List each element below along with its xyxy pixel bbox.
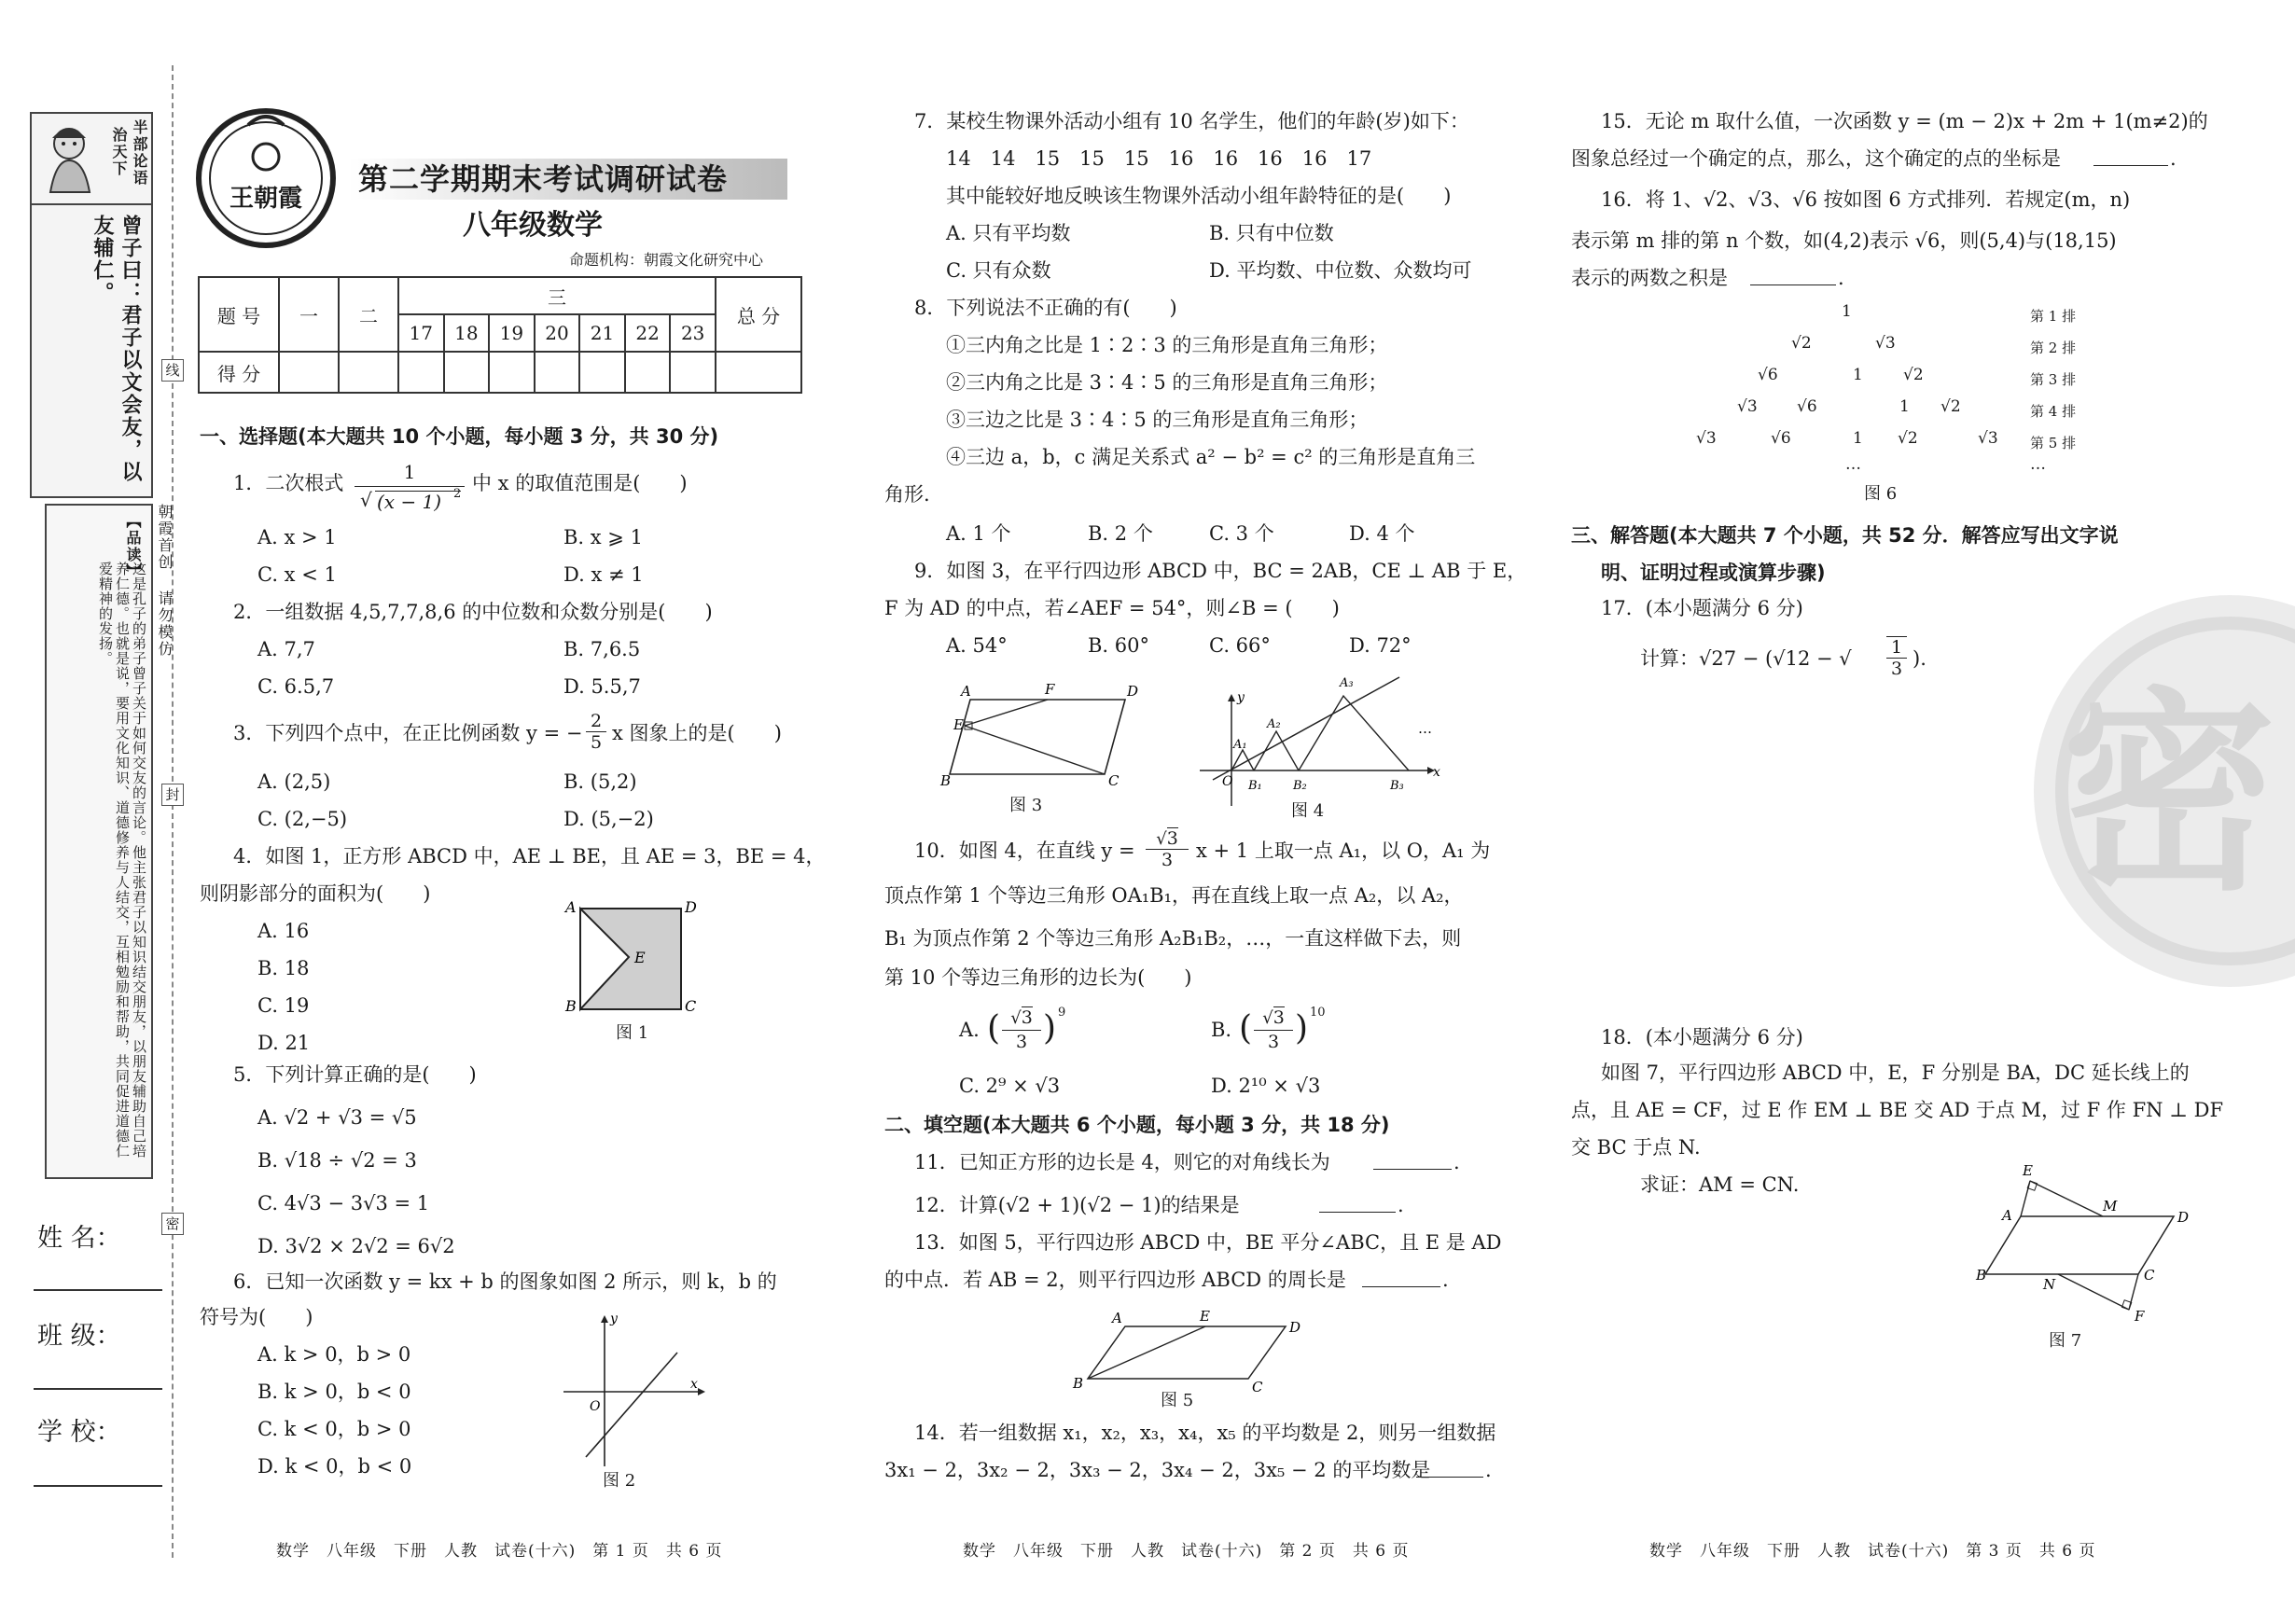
reading-text: 这是孔子的弟子曾子关于如何交友的言论。他主张君子以知识结交朋友，以朋友辅助自己培养仁德。也就是说，要用文化知识、道德修养与人结交，互相勉励和帮助，共同促进道德仁爱精神的发扬。 (97, 562, 147, 1159)
q14-answer-blank[interactable] (1416, 1477, 1483, 1478)
q12-answer-blank[interactable] (1319, 1212, 1396, 1213)
score-col-2: 二 (339, 277, 398, 352)
svg-text:C: C (1252, 1379, 1263, 1395)
q8-option-b[interactable]: B. 2 个 (1088, 522, 1153, 545)
q18-title: 18．(本小题满分 6 分) (1601, 1026, 1803, 1048)
svg-text:C: C (1108, 772, 1120, 789)
q15-line-1: 15．无论 m 取什么值，一次函数 y = (m − 2)x + 2m + 1(m≠2)的 (1601, 110, 2208, 132)
q12-period: . (1398, 1194, 1404, 1216)
q15-line-2: 图象总经过一个确定的点，那么，这个确定的点的坐标是 (1571, 147, 2061, 170)
svg-text:x: x (690, 1377, 698, 1392)
score-total: 总 分 (716, 277, 801, 352)
svg-text:B₃: B₃ (1390, 779, 1404, 793)
cartoon-sage-icon (37, 119, 103, 194)
q4-option-d[interactable]: D. 21 (257, 1032, 311, 1054)
svg-text:B: B (940, 772, 952, 789)
q10-option-c[interactable]: C. 2⁹ × √3 (959, 1075, 1061, 1097)
section-3-title-2: 明、证明过程或演算步骤) (1601, 562, 1826, 584)
q10-slope-fraction: √3 3 (1146, 828, 1189, 879)
badge-right: 半部论语 (131, 119, 148, 187)
q3-option-d[interactable]: D. (5,−2) (563, 808, 654, 830)
q2-option-b[interactable]: B. 7,6.5 (563, 638, 641, 660)
score-cell[interactable] (579, 352, 625, 393)
binding-line (172, 65, 174, 1558)
svg-text:D: D (2177, 1209, 2190, 1226)
svg-text:C: C (685, 997, 697, 1015)
footer-page-1: 数学 八年级 下册 人教 试卷(十六) 第 1 页 共 6 页 (276, 1542, 723, 1561)
q18-line-1: 如图 7，平行四边形 ABCD 中，E，F 分别是 BA，DC 延长线上的 (1601, 1062, 2190, 1084)
q9-option-b[interactable]: B. 60° (1088, 634, 1150, 657)
svg-text:B₂: B₂ (1293, 779, 1307, 793)
q7-line-3: 其中能较好地反映该生物课外活动小组年龄特征的是( ) (946, 185, 1452, 207)
svg-text:N: N (2043, 1276, 2056, 1293)
svg-text:A: A (2002, 1207, 2012, 1224)
q5-option-b[interactable]: B. √18 ÷ √2 = 3 (257, 1149, 417, 1172)
q10-option-a-label[interactable]: A. (959, 1019, 980, 1041)
q2-stem: 2．一组数据 4,5,7,7,8,6 的中位数和众数分别是( ) (233, 601, 713, 623)
figure-7-parallelogram (1978, 1155, 2202, 1323)
figure-5-caption: 图 5 (1161, 1391, 1194, 1410)
svg-text:…: … (1418, 720, 1432, 737)
score-sub-23: 23 (670, 314, 716, 352)
q10-line-3: B₁ 为顶点作第 2 个等边三角形 A₂B₁B₂，…，一直这样做下去，则 (884, 927, 1462, 950)
svg-text:F: F (2135, 1308, 2145, 1325)
figure-2-caption: 图 2 (603, 1471, 636, 1491)
score-sub-21: 21 (579, 314, 625, 352)
q3-fraction: 2 5 (586, 711, 606, 761)
score-sub-19: 19 (489, 314, 535, 352)
binding-mark-1: 线 (161, 359, 184, 382)
q5-option-c[interactable]: C. 4√3 − 3√3 = 1 (257, 1192, 430, 1215)
row-label-1: 第 1 排 (2030, 308, 2077, 325)
q10-line-4: 第 10 个等边三角形的边长为( ) (884, 966, 1192, 989)
svg-text:E: E (953, 716, 964, 733)
q3-stem-b: x 图象上的是( ) (612, 722, 782, 744)
q11-period: . (1454, 1151, 1460, 1173)
q6-option-c[interactable]: C. k < 0，b > 0 (257, 1418, 411, 1440)
badge-left: 治天下 (110, 127, 128, 177)
q1-stem-a: 1．二次根式 (233, 472, 344, 494)
score-cell[interactable] (716, 352, 801, 393)
q18-prove: 求证：AM = CN. (1640, 1173, 1800, 1196)
sidebar-quote: 曾子曰：君子以文会友，以友辅仁。 (32, 203, 151, 494)
score-sub-22: 22 (625, 314, 671, 352)
figure-2-graph (558, 1310, 707, 1468)
origin-note: 朝霞首创 请勿模仿 (156, 504, 174, 658)
figure-4-caption: 图 4 (1291, 801, 1325, 821)
q9-line-2: F 为 AD 的中点，若∠AEF = 54°，则∠B = ( ) (884, 597, 1340, 619)
school-field-label: 学 校： (37, 1418, 121, 1447)
q10-option-d[interactable]: D. 2¹⁰ × √3 (1211, 1075, 1321, 1097)
q15-period: . (2170, 147, 2177, 170)
score-cell[interactable] (489, 352, 535, 393)
q16-line-3: 表示的两数之积是 (1571, 267, 1728, 289)
q1-stem-b: 中 x 的取值范围是( ) (472, 472, 688, 494)
q10-line-2: 顶点作第 1 个等边三角形 OA₁B₁，再在直线上取一点 A₂，以 A₂， (884, 884, 1464, 907)
q7-option-c[interactable]: C. 只有众数 (946, 259, 1051, 282)
q8-option-c[interactable]: C. 3 个 (1209, 522, 1274, 545)
q1-option-c[interactable]: C. x < 1 (257, 563, 337, 586)
figure-1-caption: 图 1 (616, 1023, 649, 1043)
score-sub-18: 18 (444, 314, 490, 352)
brand-logo (192, 104, 340, 252)
q10-line-1a: 10．如图 4，在直线 y = (914, 840, 1135, 862)
class-field-label: 班 级： (37, 1322, 121, 1351)
q5-option-d[interactable]: D. 3√2 × 2√2 = 6√2 (257, 1235, 455, 1257)
q4-line-1: 4．如图 1，正方形 ABCD 中，AE ⊥ BE，且 AE = 3，BE = 4， (233, 845, 826, 868)
score-sub-20: 20 (535, 314, 580, 352)
svg-text:y: y (1237, 690, 1245, 705)
q6-line-2: 符号为( ) (200, 1306, 313, 1328)
figure-5-parallelogram (1065, 1306, 1317, 1399)
svg-text:M: M (2103, 1198, 2118, 1215)
score-cell[interactable] (625, 352, 671, 393)
svg-text:A: A (961, 683, 971, 700)
binding-mark-3: 密 (161, 1213, 184, 1235)
logo-text: 王朝霞 (229, 185, 302, 213)
footer-page-2: 数学 八年级 下册 人教 试卷(十六) 第 2 页 共 6 页 (963, 1542, 1410, 1561)
q6-option-b[interactable]: B. k > 0，b < 0 (257, 1381, 411, 1403)
q2-option-c[interactable]: C. 6.5,7 (257, 675, 335, 698)
score-col-3: 三 (398, 277, 716, 314)
q15-answer-blank[interactable] (2093, 165, 2168, 166)
q3-option-a[interactable]: A. (2,5) (257, 770, 331, 793)
section-2-title: 二、填空题(本大题共 6 个小题，每小题 3 分，共 18 分) (884, 1114, 1390, 1136)
q10-option-b-frac: ( √3 3 ) 10 (1239, 1006, 1326, 1052)
q8-item-1: ①三内角之比是 1∶2∶3 的三角形是直角三角形； (946, 334, 1388, 356)
q5-option-a[interactable]: A. √2 + √3 = √5 (257, 1106, 417, 1129)
q8-item-4-cont: 角形. (884, 483, 930, 506)
score-col-1: 一 (279, 277, 339, 352)
name-field-label: 姓 名： (37, 1224, 121, 1253)
q13-line-1: 13．如图 5，平行四边形 ABCD 中，BE 平分∠ABC，且 E 是 AD (914, 1231, 1502, 1254)
score-cell[interactable] (535, 352, 580, 393)
svg-text:E: E (2023, 1162, 2033, 1179)
q16-period: . (1838, 267, 1844, 289)
figure-3-caption: 图 3 (1009, 796, 1043, 815)
svg-text:A: A (565, 898, 577, 916)
sidebar-reading-box (45, 504, 153, 1179)
q10-option-a-frac: ( √3 3 ) 9 (987, 1006, 1066, 1052)
q2-option-d[interactable]: D. 5.5,7 (563, 675, 641, 698)
q13-line-2: 的中点．若 AB = 2，则平行四边形 ABCD 的周长是 (884, 1269, 1346, 1291)
row-label-5: 第 5 排 (2030, 435, 2077, 451)
q10-option-b-label[interactable]: B. (1211, 1019, 1232, 1041)
svg-text:B₁: B₁ (1248, 779, 1262, 793)
score-header-label: 题 号 (199, 277, 279, 352)
school-field-line[interactable] (34, 1485, 162, 1487)
q4-option-a[interactable]: A. 16 (257, 920, 310, 942)
q8-item-3: ③三边之比是 3∶4∶5 的三角形是直角三角形； (946, 409, 1369, 431)
score-cell[interactable] (279, 352, 339, 393)
q14-line-1: 14．若一组数据 x₁，x₂，x₃，x₄，x₅ 的平均数是 2，则另一组数据 (914, 1422, 1496, 1444)
score-cell[interactable] (444, 352, 490, 393)
row-label-2: 第 2 排 (2030, 340, 2077, 356)
q8-option-d[interactable]: D. 4 个 (1349, 522, 1415, 545)
score-row-label: 得 分 (199, 352, 279, 393)
q7-ages: 14 14 15 15 15 16 16 16 16 17 (946, 147, 1372, 170)
q17-tail: ). (1912, 647, 1926, 670)
figure-6-caption: 图 6 (1864, 484, 1898, 504)
q1-option-d[interactable]: D. x ≠ 1 (563, 563, 644, 586)
row-label-3: 第 3 排 (2030, 371, 2077, 388)
svg-text:A: A (1112, 1310, 1122, 1326)
q1-option-b[interactable]: B. x ⩾ 1 (563, 526, 643, 548)
svg-text:E: E (634, 949, 646, 966)
q1-option-a[interactable]: A. x > 1 (257, 526, 337, 548)
q6-line-1: 6．已知一次函数 y = kx + b 的图象如图 2 所示，则 k，b 的 (233, 1270, 777, 1293)
svg-text:O: O (590, 1399, 601, 1414)
page-title: 第二学期期末考试调研试卷 (358, 161, 729, 197)
q16-line-1: 16．将 1、√2、√3、√6 按如图 6 方式排列．若规定(m，n) (1601, 188, 2131, 211)
q4-line-2: 则阴影部分的面积为( ) (200, 882, 431, 905)
figure-6-arrangement: 1 √2 √3 √6 1 √2 √3 √6 1 √2 √3 √6 1 √2 √3 … 第 1 排 第 2 排 第 3 排 第 4 排 第 5 排 … (1696, 302, 2077, 474)
figure-7-caption: 图 7 (2049, 1331, 2082, 1351)
q17-fraction: 1 3 (1886, 636, 1907, 687)
q7-option-a[interactable]: A. 只有平均数 (946, 222, 1071, 244)
q9-option-d[interactable]: D. 72° (1349, 634, 1412, 657)
q4-option-b[interactable]: B. 18 (257, 957, 310, 979)
q3-option-b[interactable]: B. (5,2) (563, 770, 637, 793)
sidebar-quote-box (30, 112, 153, 498)
svg-text:y: y (610, 1312, 618, 1326)
svg-text:A₁: A₁ (1233, 738, 1247, 752)
author-org: 命题机构：朝霞文化研究中心 (569, 251, 764, 269)
q8-item-2: ②三内角之比是 3∶4∶5 的三角形是直角三角形； (946, 371, 1388, 394)
q5-stem: 5．下列计算正确的是( ) (233, 1063, 477, 1086)
q3-option-c[interactable]: C. (2,−5) (257, 808, 348, 830)
q9-line-1: 9．如图 3，在平行四边形 ABCD 中，BC = 2AB，CE ⊥ AB 于 E， (914, 560, 1527, 582)
svg-text:F: F (1045, 681, 1055, 698)
q8-stem: 8．下列说法不正确的有( ) (914, 297, 1177, 319)
section-1-title: 一、选择题(本大题共 10 个小题，每小题 3 分，共 30 分) (200, 425, 719, 448)
svg-text:O: O (1222, 774, 1233, 789)
row-label-4: 第 4 排 (2030, 403, 2077, 420)
q8-option-a[interactable]: A. 1 个 (946, 522, 1011, 545)
q7-option-d[interactable]: D. 平均数、中位数、众数均可 (1209, 259, 1472, 282)
q1-fraction: 1 √ (x − 1) 2 (353, 461, 466, 515)
svg-text:B: B (1073, 1375, 1084, 1392)
svg-text:B: B (1976, 1267, 1987, 1284)
q7-line-1: 7．某校生物课外活动小组有 10 名学生，他们的年龄(岁)如下： (914, 110, 1469, 132)
reading-title: 【品读】 (124, 513, 142, 580)
svg-text:D: D (685, 898, 697, 916)
q3-stem-a: 3．下列四个点中，在正比例函数 y = − (233, 722, 583, 744)
score-cell[interactable] (398, 352, 444, 393)
q14-line-2: 3x₁ − 2，3x₂ − 2，3x₃ − 2，3x₄ − 2，3x₅ − 2 的平均数是 (884, 1459, 1431, 1481)
q7-option-b[interactable]: B. 只有中位数 (1209, 222, 1334, 244)
q9-option-c[interactable]: C. 66° (1209, 634, 1271, 657)
q14-period: . (1485, 1459, 1492, 1481)
q17-calc: 计算：√27 − (√12 − √ (1640, 647, 1852, 670)
q8-item-4: ④三边 a，b，c 满足关系式 a² − b² = c² 的三角形是直角三 (946, 446, 1476, 468)
q4-option-c[interactable]: C. 19 (257, 994, 310, 1017)
q2-option-a[interactable]: A. 7,7 (257, 638, 315, 660)
score-table (198, 276, 802, 394)
q12-text: 12．计算(√2 + 1)(√2 − 1)的结果是 (914, 1194, 1240, 1216)
figure-4-triangles (1194, 668, 1446, 808)
svg-text:C: C (2144, 1267, 2155, 1284)
svg-text:B: B (565, 997, 577, 1015)
q9-option-a[interactable]: A. 54° (946, 634, 1008, 657)
svg-text:A₃: A₃ (1340, 676, 1354, 690)
svg-text:A₂: A₂ (1267, 717, 1281, 731)
binding-mark-2: 封 (161, 784, 184, 806)
q10-line-1b: x + 1 上取一点 A₁，以 O，A₁ 为 (1196, 840, 1491, 862)
q17-title: 17．(本小题满分 6 分) (1601, 597, 1803, 619)
class-field-line[interactable] (34, 1388, 162, 1390)
watermark-char: 密 (2062, 671, 2277, 920)
page-subtitle: 八年级数学 (463, 209, 603, 242)
q16-line-2: 表示第 m 排的第 n 个数，如(4,2)表示 √6，则(5,4)与(18,15) (1571, 229, 2117, 252)
q6-option-a[interactable]: A. k > 0，b > 0 (257, 1343, 411, 1366)
section-3-title-1: 三、解答题(本大题共 7 个小题，共 52 分．解答应写出文字说 (1571, 524, 2119, 547)
score-sub-17: 17 (398, 314, 444, 352)
svg-text:D: D (1289, 1319, 1301, 1336)
q18-line-3: 交 BC 于点 N. (1571, 1136, 1701, 1159)
q13-answer-blank[interactable] (1362, 1286, 1440, 1287)
q11-text: 11．已知正方形的边长是 4，则它的对角线长为 (914, 1151, 1330, 1173)
score-cell[interactable] (339, 352, 398, 393)
q11-answer-blank[interactable] (1373, 1169, 1452, 1170)
svg-text:E: E (1200, 1308, 1210, 1325)
svg-text:x: x (1433, 765, 1440, 780)
footer-page-3: 数学 八年级 下册 人教 试卷(十六) 第 3 页 共 6 页 (1649, 1542, 2096, 1561)
svg-text:D: D (1127, 683, 1139, 700)
q6-option-d[interactable]: D. k < 0，b < 0 (257, 1455, 412, 1478)
q17-answer-area[interactable] (1601, 690, 2161, 1007)
score-cell[interactable] (670, 352, 716, 393)
figure-3-parallelogram (940, 673, 1146, 795)
q18-line-2: 点，且 AE = CF，过 E 作 EM ⊥ BE 交 AD 于点 M，过 F 作 FN ⊥ DF (1571, 1099, 2224, 1121)
name-field-line[interactable] (34, 1289, 162, 1291)
q13-period: . (1442, 1269, 1449, 1291)
